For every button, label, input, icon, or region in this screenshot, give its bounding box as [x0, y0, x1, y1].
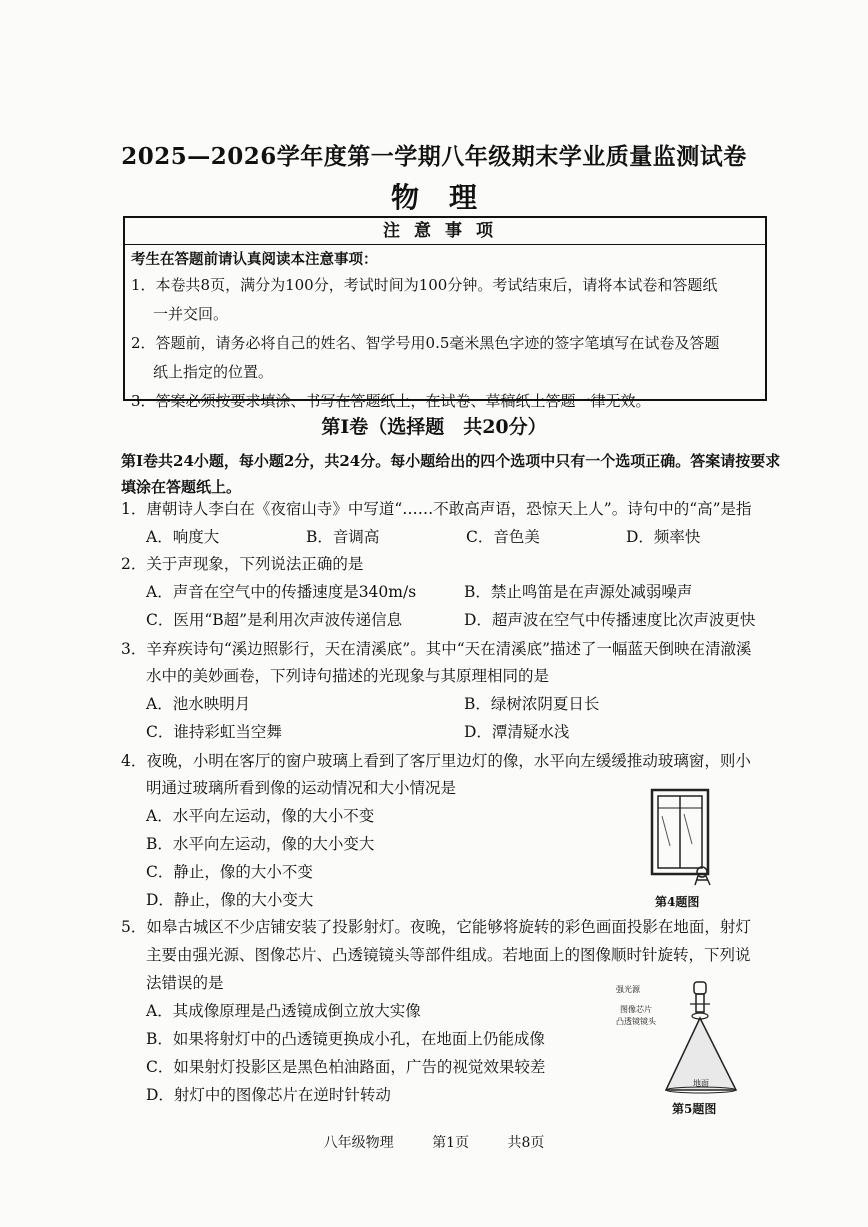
question-5-stem-continuation: 法错误的是 — [146, 974, 224, 992]
question-2-option-b: B．禁止鸣笛是在声源处减弱噪声 — [464, 583, 693, 601]
question-4-option-c: C．静止，像的大小不变 — [146, 863, 313, 881]
notice-item — [125, 271, 765, 329]
question-3-stem: 3．辛弃疾诗句“溪边照影行，天在清溪底”。其中“天在清溪底”描述了一幅蓝天倒映在清澈溪 — [121, 640, 752, 658]
projector-label-lens: 凸透镜镜头 — [616, 1017, 656, 1026]
question-3-option-c: C．谁持彩虹当空舞 — [146, 723, 282, 741]
exam-subject: 物理 — [390, 181, 507, 214]
question-3-option-a: A．池水映明月 — [146, 695, 251, 713]
window-figure — [640, 786, 720, 886]
notice-heading: 注意事项 — [125, 218, 765, 245]
projector-label-light-source: 强光源 — [616, 985, 640, 994]
question-5-option-d: D．射灯中的图像芯片在逆时针转动 — [146, 1086, 391, 1104]
question-4-stem-continuation: 明通过玻璃所看到像的运动情况和大小情况是 — [146, 779, 457, 797]
notice-item-continuation: 纸上指定的位置。 — [153, 363, 274, 381]
question-1-option-d: D．频率快 — [626, 528, 701, 546]
question-2-option-d: D．超声波在空气中传播速度比次声波更快 — [464, 611, 756, 629]
figure-4-caption: 第4题图 — [655, 895, 700, 909]
notice-intro: 考生在答题前请认真阅读本注意事项： — [131, 251, 378, 268]
question-4-stem: 4．夜晚，小明在客厅的窗户玻璃上看到了客厅里边灯的像，水平向左缓缓推动玻璃窗，则小 — [121, 752, 751, 770]
exam-title: 2025—2026学年度第一学期八年级期末学业质量监测试卷 — [121, 143, 747, 170]
question-2-option-c: C．医用“B超”是利用次声波传递信息 — [146, 611, 403, 629]
figure-5-caption: 第5题图 — [672, 1102, 717, 1116]
notice-item-line: 1．本卷共8页，满分为100分，考试时间为100分钟。考试结束后，请将本试卷和答题纸 — [131, 276, 718, 294]
question-5-stem: 5．如皋古城区不少店铺安装了投影射灯。夜晚，它能够将旋转的彩色画面投影在地面，射灯 — [121, 918, 751, 936]
section-intro: 第Ⅰ卷共24小题，每小题2分，共24分。每小题给出的四个选项中只有一个选项正确。答案请按要求填涂在答题纸上。 — [121, 452, 781, 496]
footer-grade: 八年级物理 — [323, 1135, 394, 1151]
question-4-option-a: A．水平向左运动，像的大小不变 — [146, 807, 375, 825]
question-5-option-a: A．其成像原理是凸透镜成倒立放大实像 — [146, 1002, 421, 1020]
notice-item-line: 2．答题前，请务必将自己的姓名、智学号用0.5毫米黑色字迹的签字笔填写在试卷及答题 — [131, 334, 720, 352]
projector-label-ground: 地面 — [693, 1079, 709, 1088]
question-4-option-d: D．静止，像的大小变大 — [146, 891, 314, 909]
section-title: 第Ⅰ卷（选择题 共20分） — [321, 416, 547, 438]
footer-page-number: 第1页 — [432, 1135, 469, 1151]
projector-label-image-chip: 图像芯片 — [620, 1005, 652, 1014]
notice-box — [123, 216, 767, 410]
question-1-option-c: C．音色美 — [466, 528, 540, 546]
question-4-option-b: B．水平向左运动，像的大小变大 — [146, 835, 375, 853]
question-5-stem-continuation: 主要由强光源、图像芯片、凸透镜镜头等部件组成。若地面上的图像顺时针旋转，下列说 — [146, 946, 751, 964]
page-footer — [0, 1132, 868, 1152]
question-2-stem: 2．关于声现象，下列说法正确的是 — [121, 555, 364, 573]
question-3-stem-continuation: 水中的美妙画卷，下列诗句描述的光现象与其原理相同的是 — [146, 667, 550, 685]
question-5-option-b: B．如果将射灯中的凸透镜更换成小孔，在地面上仍能成像 — [146, 1030, 545, 1048]
question-2-option-a: A．声音在空气中的传播速度是340m/s — [146, 583, 417, 601]
question-3-option-b: B．绿树浓阴夏日长 — [464, 695, 600, 713]
question-5-option-c: C．如果射灯投影区是黑色柏油路面，广告的视觉效果较差 — [146, 1058, 546, 1076]
question-1-option-b: B．音调高 — [306, 528, 380, 546]
question-1-option-a: A．响度大 — [146, 528, 220, 546]
question-1-stem: 1．唐朝诗人李白在《夜宿山寺》中写道“……不敢高声语，恐惊天上人”。诗句中的“高”是指 — [121, 500, 752, 518]
question-3-option-d: D．潭清疑水浅 — [464, 723, 570, 741]
notice-item-continuation: 一并交回。 — [153, 305, 229, 323]
notice-item-line: 3．答案必须按要求填涂、书写在答题纸上，在试卷、草稿纸上答题一律无效。 — [131, 392, 651, 410]
notice-item — [125, 329, 765, 387]
footer-total-pages: 共8页 — [507, 1135, 545, 1151]
